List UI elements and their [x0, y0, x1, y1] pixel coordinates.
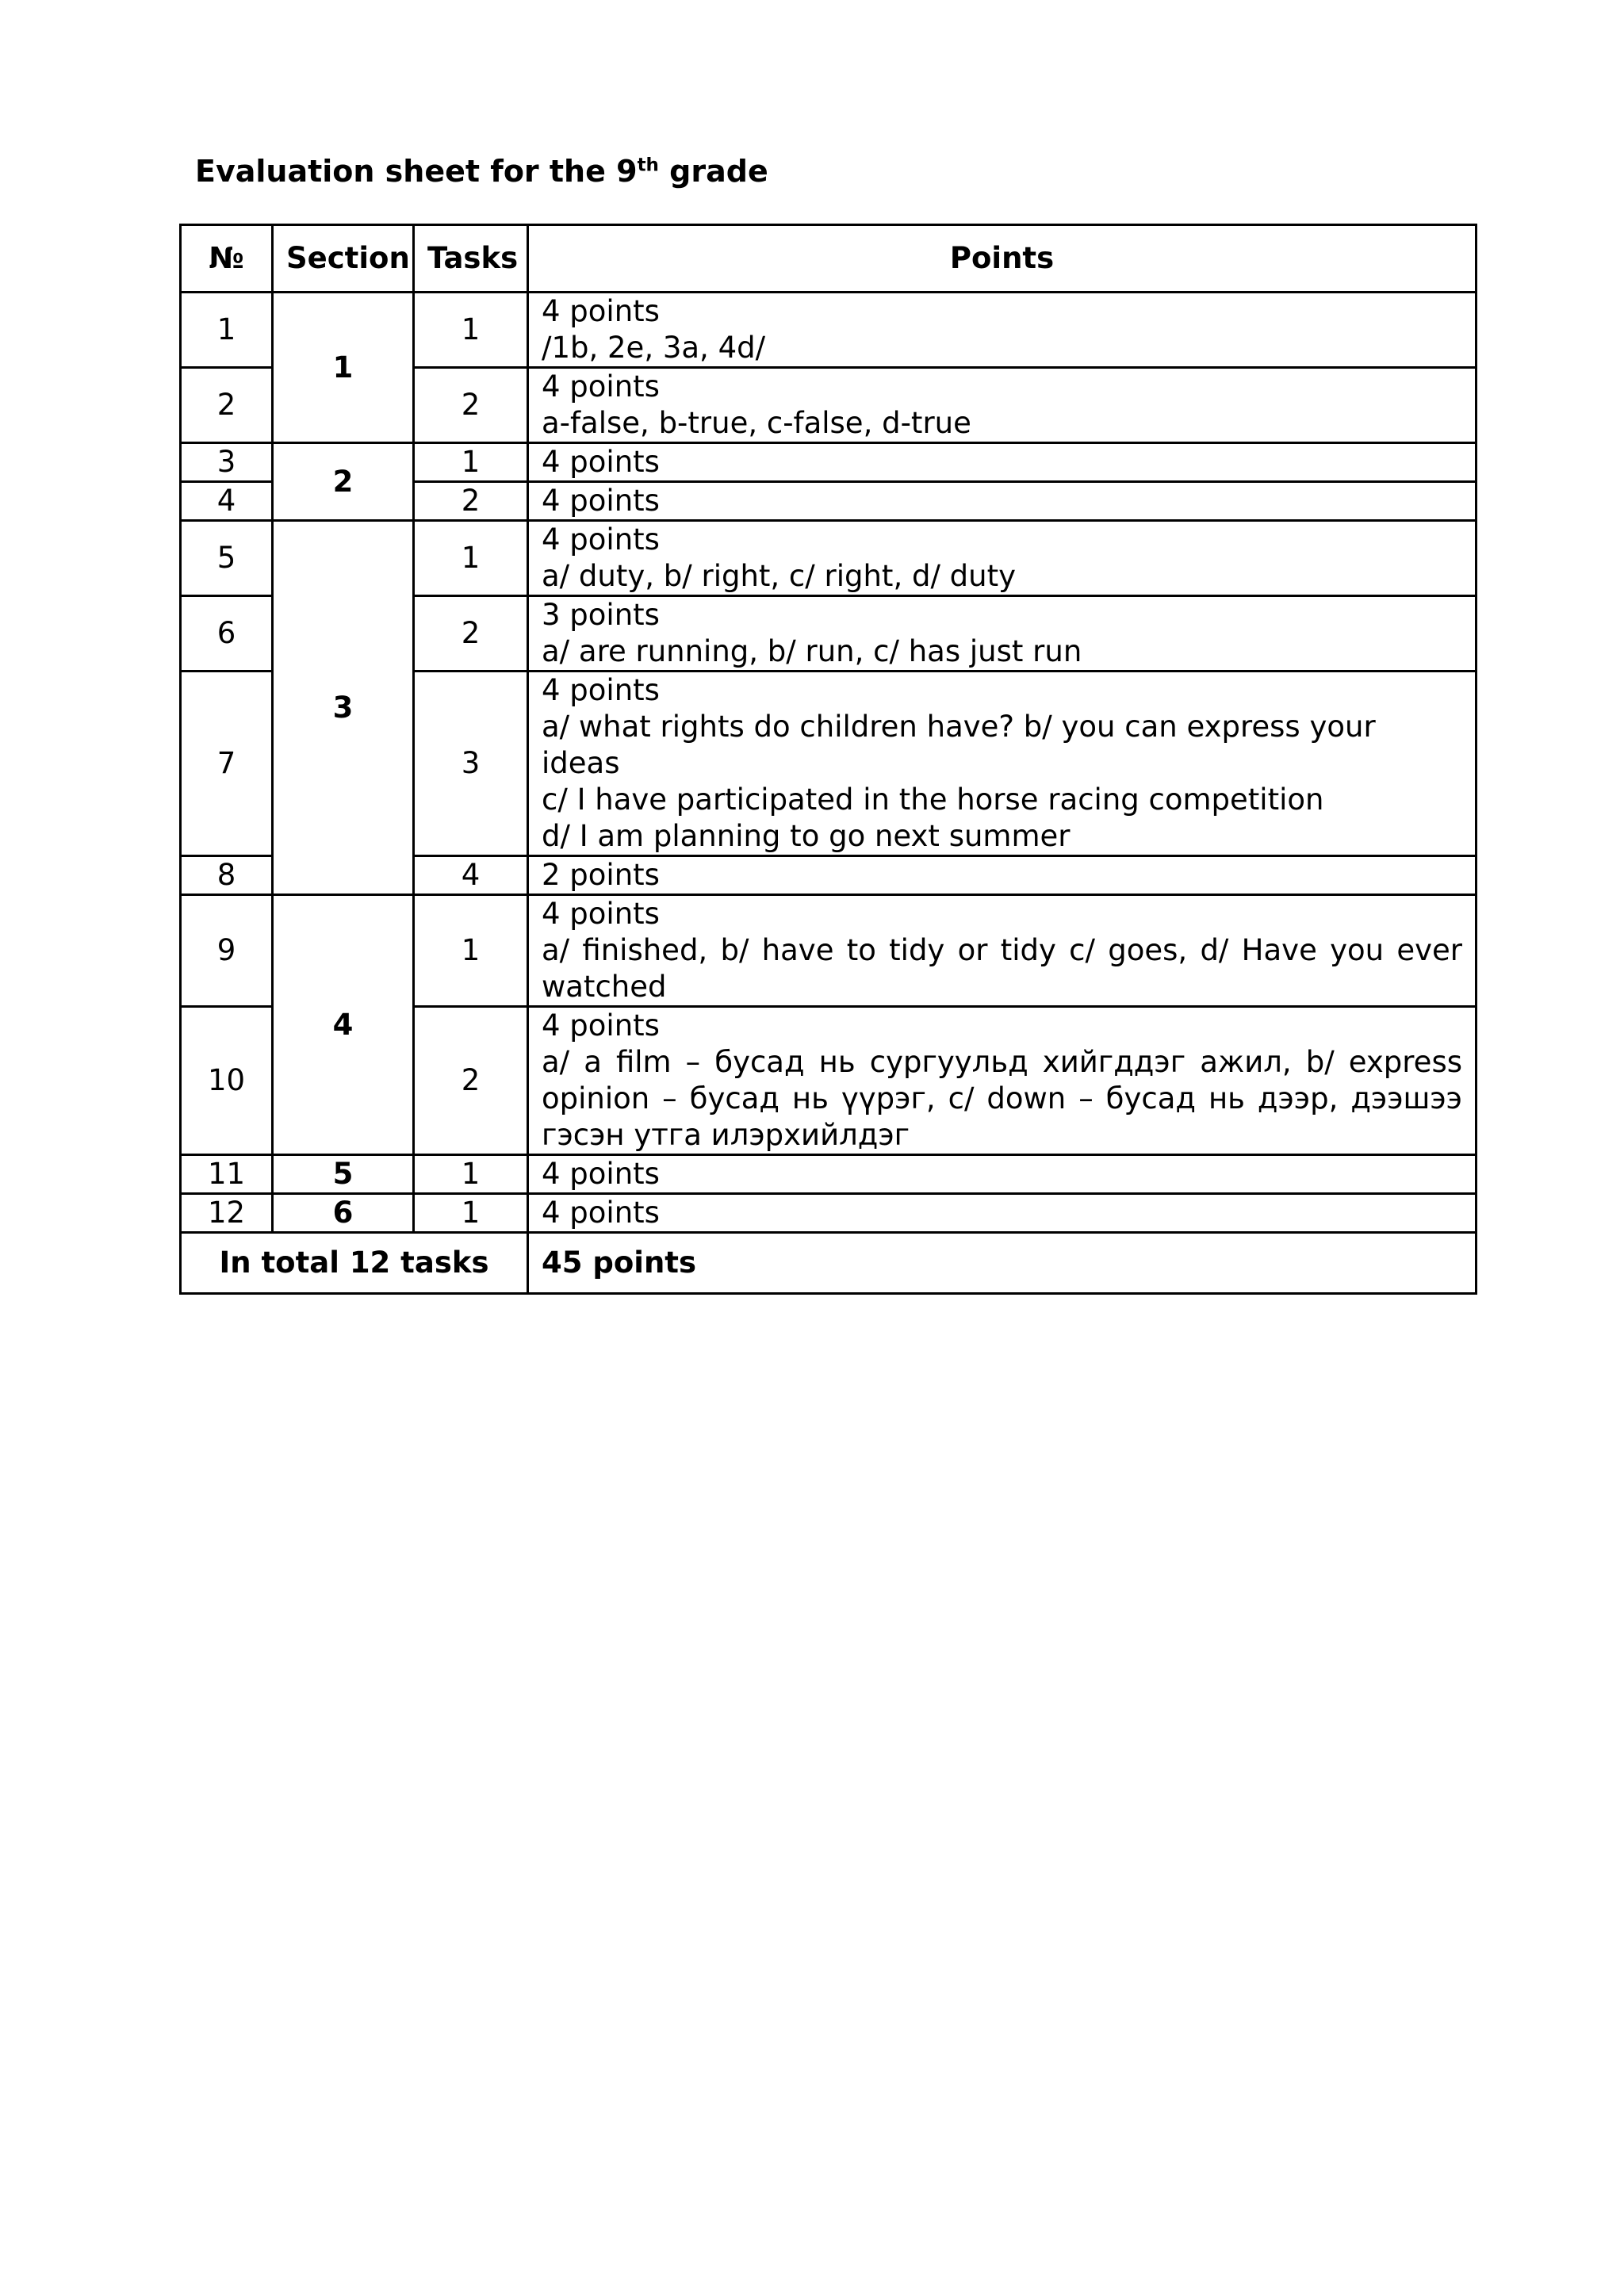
table-row [181, 443, 1477, 482]
section-cell: 2 [273, 443, 414, 521]
answer-key: /1b, 2e, 3a, 4d/ [542, 331, 766, 365]
points-value: 4 points [542, 897, 660, 931]
points-cell [528, 368, 1477, 443]
row-number: 4 [181, 482, 273, 521]
points-cell [528, 596, 1477, 672]
task-number: 1 [414, 293, 528, 368]
points-value: 4 points [542, 484, 660, 518]
title-suffix: grade [658, 154, 768, 189]
total-label: In total 12 tasks [181, 1233, 528, 1294]
table-header-row [181, 225, 1477, 293]
table-row [181, 1194, 1477, 1233]
section-cell: 3 [273, 521, 414, 895]
task-number: 2 [414, 1007, 528, 1155]
task-number: 4 [414, 856, 528, 895]
table-row [181, 895, 1477, 1007]
points-value: 4 points [542, 294, 660, 328]
section-cell: 6 [273, 1194, 414, 1233]
points-cell [528, 482, 1477, 521]
points-cell [528, 521, 1477, 596]
points-cell [528, 443, 1477, 482]
table-row [181, 293, 1477, 368]
answer-key: a/ duty, b/ right, c/ right, d/ duty [542, 559, 1017, 593]
points-cell [528, 672, 1477, 856]
table-row [181, 521, 1477, 596]
task-number: 1 [414, 895, 528, 1007]
task-number: 3 [414, 672, 528, 856]
answer-key: a-false, b-true, c-false, d-true [542, 406, 971, 440]
points-value: 4 points [542, 673, 660, 707]
points-value: 3 points [542, 598, 660, 632]
points-value: 2 points [542, 858, 660, 892]
points-cell [528, 1155, 1477, 1194]
row-number: 7 [181, 672, 273, 856]
answer-key-line: c/ I have participated in the horse racing competition [542, 783, 1324, 817]
section-cell: 1 [273, 293, 414, 443]
header-section: Section [273, 225, 414, 293]
points-cell [528, 856, 1477, 895]
task-number: 2 [414, 368, 528, 443]
section-cell: 4 [273, 895, 414, 1155]
row-number: 2 [181, 368, 273, 443]
header-tasks: Tasks [414, 225, 528, 293]
task-number: 2 [414, 482, 528, 521]
task-number: 1 [414, 443, 528, 482]
answer-key-line: a/ what rights do children have? b/ you can express your ideas [542, 710, 1376, 780]
row-number: 5 [181, 521, 273, 596]
evaluation-table [179, 224, 1477, 1295]
task-number: 1 [414, 1194, 528, 1233]
points-value: 4 points [542, 369, 660, 404]
table-row [181, 1155, 1477, 1194]
points-cell [528, 293, 1477, 368]
answer-key: a/ are running, b/ run, c/ has just run [542, 634, 1082, 668]
row-number: 11 [181, 1155, 273, 1194]
header-points: Points [528, 225, 1477, 293]
points-value: 4 points [542, 1157, 660, 1191]
title-superscript: th [637, 155, 659, 176]
row-number: 10 [181, 1007, 273, 1155]
answer-key-line: d/ I am planning to go next summer [542, 819, 1071, 853]
header-no: № [181, 225, 273, 293]
answer-key: a/ a film – бусад нь сургуульд хийгддэг ажил, b/ express opinion – бусад нь үүрэг, c/ down – бусад нь дээр, дээшээ гэсэн утга илэрхийлдэг [542, 1045, 1462, 1152]
row-number: 12 [181, 1194, 273, 1233]
task-number: 1 [414, 1155, 528, 1194]
row-number: 6 [181, 596, 273, 672]
row-number: 3 [181, 443, 273, 482]
points-value: 4 points [542, 1008, 660, 1043]
section-cell: 5 [273, 1155, 414, 1194]
task-number: 1 [414, 521, 528, 596]
total-points: 45 points [528, 1233, 1477, 1294]
title-prefix: Evaluation sheet for the 9 [195, 154, 638, 189]
task-number: 2 [414, 596, 528, 672]
points-cell [528, 1194, 1477, 1233]
points-cell [528, 1007, 1477, 1155]
points-value: 4 points [542, 522, 660, 557]
answer-key: a/ finished, b/ have to tidy or tidy c/ goes, d/ Have you ever watched [542, 933, 1462, 1004]
points-value: 4 points [542, 1196, 660, 1230]
points-cell [528, 895, 1477, 1007]
page-title [195, 149, 768, 193]
row-number: 9 [181, 895, 273, 1007]
row-number: 1 [181, 293, 273, 368]
points-value: 4 points [542, 445, 660, 479]
total-row [181, 1233, 1477, 1294]
row-number: 8 [181, 856, 273, 895]
